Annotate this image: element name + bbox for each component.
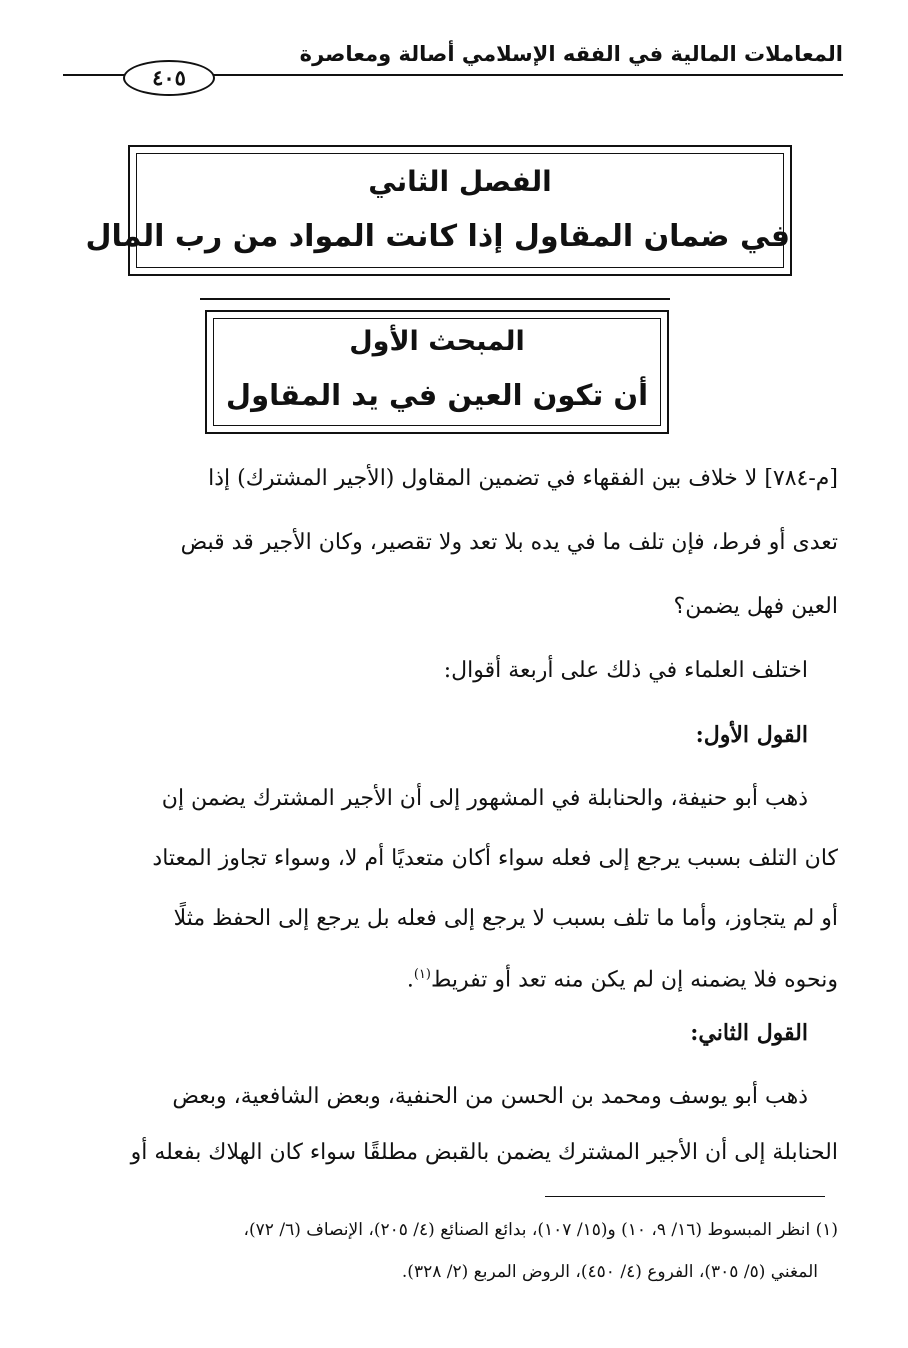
chapter-title: في ضمان المقاول إذا كانت المواد من رب المال bbox=[85, 219, 790, 254]
paragraph-3-line-2: كان التلف بسبب يرجع إلى فعله سواء أكان متعديًا أم لا، وسواء تجاوز المعتاد bbox=[152, 846, 838, 871]
paragraph-3-end: . bbox=[406, 967, 414, 993]
footnote-separator bbox=[545, 1196, 825, 1197]
paragraph-4-line-1: ذهب أبو يوسف ومحمد بن الحسن من الحنفية، وبعض الشافعية، وبعض bbox=[172, 1084, 808, 1109]
header-title: المعاملات المالية في الفقه الإسلامي أصالة ومعاصرة bbox=[299, 42, 843, 66]
section-top-rule bbox=[200, 298, 670, 300]
section-title: أن تكون العين في يد المقاول bbox=[225, 378, 649, 412]
paragraph-1-line-1: [م-٧٨٤] لا خلاف بين الفقهاء في تضمين المقاول (الأجير المشترك) إذا bbox=[208, 466, 838, 491]
paragraph-4-line-2: الحنابلة إلى أن الأجير المشترك يضمن بالقبض مطلقًا سواء كان الهلاك بفعله أو bbox=[130, 1140, 838, 1165]
page-number: ٤٠٥ bbox=[123, 60, 215, 96]
paragraph-3-line-4-text: ونحوه فلا يضمنه إن لم يكن منه تعد أو تفريط bbox=[430, 967, 838, 993]
footnote-ref-1: (١) bbox=[413, 967, 431, 982]
paragraph-3-line-3: أو لم يتجاوز، وأما ما تلف بسبب لا يرجع إلى فعله بل يرجع إلى الحفظ مثلًا bbox=[173, 906, 838, 931]
footnote-1-line-1: (١) انظر المبسوط (١٦/ ٩، ١٠) و(١٥/ ١٠٧)، بدائع الصنائع (٤/ ٢٠٥)، الإنصاف (٦/ ٧٢)، bbox=[243, 1220, 838, 1240]
section-title-box bbox=[205, 310, 669, 434]
running-header bbox=[63, 40, 843, 90]
opinion-1-heading: القول الأول: bbox=[695, 722, 808, 748]
paragraph-3-line-1: ذهب أبو حنيفة، والحنابلة في المشهور إلى أن الأجير المشترك يضمن إن bbox=[161, 786, 808, 811]
chapter-label: الفصل الثاني bbox=[368, 165, 552, 198]
paragraph-1-line-3: العين فهل يضمن؟ bbox=[673, 594, 838, 619]
footnote-1-line-2: المغني (٥/ ٣٠٥)، الفروع (٤/ ٤٥٠)، الروض المربع (٢/ ٣٢٨). bbox=[401, 1262, 818, 1282]
opinion-2-heading: القول الثاني: bbox=[690, 1020, 808, 1046]
paragraph-2: اختلف العلماء في ذلك على أربعة أقوال: bbox=[443, 658, 808, 683]
section-label: المبحث الأول bbox=[349, 326, 525, 357]
chapter-title-box bbox=[85, 145, 792, 276]
paragraph-3-line-4 bbox=[68, 960, 838, 995]
paragraph-1-line-2: تعدى أو فرط، فإن تلف ما في يده بلا تعد ولا تقصير، وكان الأجير قد قبض bbox=[180, 530, 838, 555]
